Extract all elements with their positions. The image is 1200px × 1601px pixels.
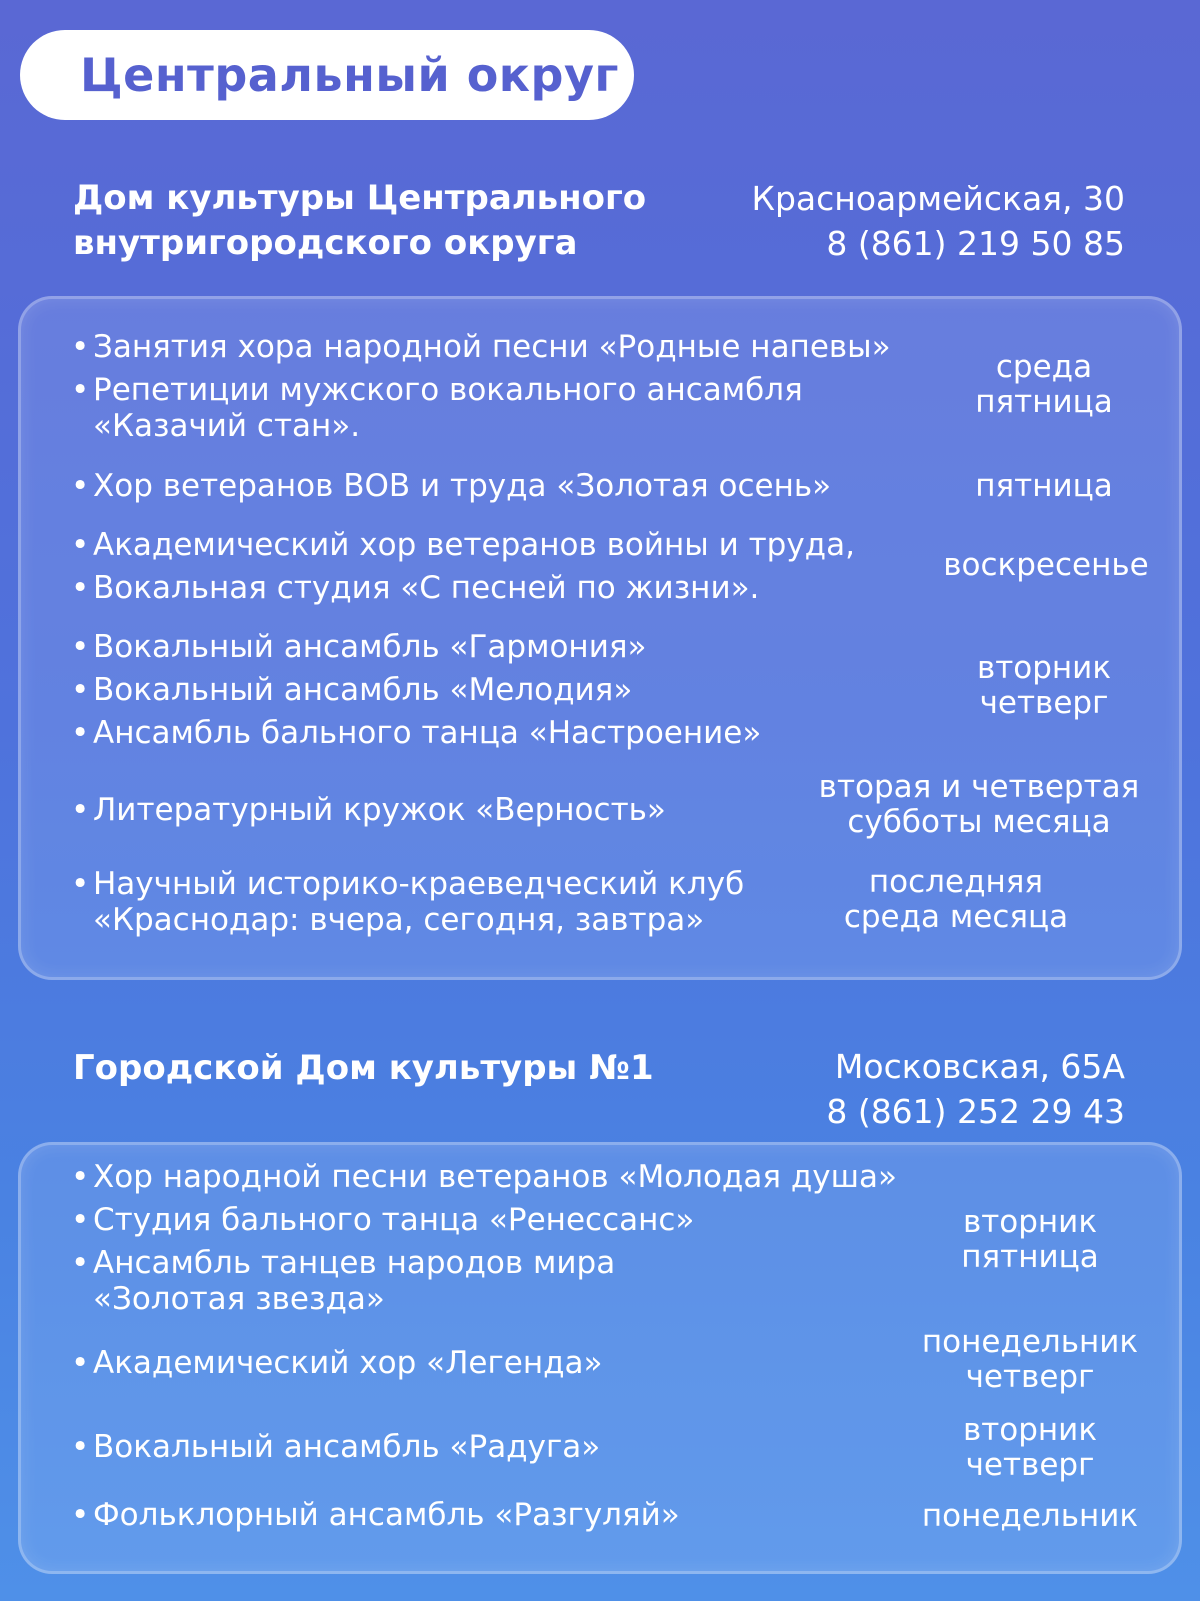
- activity-item: • Репетиции мужского вокального ансамбля «Казачий стан».: [71, 372, 803, 444]
- venue-2-title-line-1: Городской Дом культуры №1: [73, 1048, 654, 1088]
- venue-1-address: Красноармейская, 30: [751, 179, 1125, 218]
- venue-2-phone[interactable]: 8 (861) 252 29 43: [826, 1092, 1125, 1131]
- activity-item: • Ансамбль бального танца «Настроение»: [71, 715, 762, 751]
- activity-item: • Академический хор ветеранов войны и труда,: [71, 527, 855, 563]
- activity-item: • Вокальная студия «С песней по жизни».: [71, 570, 760, 606]
- activity-item: • Вокальный ансамбль «Гармония»: [71, 629, 647, 665]
- schedule-label: вторник пятница: [961, 1204, 1099, 1275]
- activity-item: • Хор ветеранов ВОВ и труда «Золотая осень»: [71, 468, 832, 504]
- schedule-label: воскресенье: [943, 547, 1149, 583]
- venue-2-title: [73, 1046, 654, 1091]
- venue-2-contact: [826, 1044, 1125, 1134]
- schedule-label: понедельник четверг: [921, 1324, 1139, 1395]
- schedule-label: последняя среда месяца: [843, 864, 1069, 935]
- schedule-label: вторая и четвертая субботы месяца: [818, 769, 1140, 840]
- schedule-label: вторник четверг: [976, 650, 1112, 721]
- venue-1-activities-panel: [18, 296, 1182, 980]
- activity-item: • Фольклорный ансамбль «Разгуляй»: [71, 1497, 680, 1533]
- venue-2-address: Московская, 65А: [834, 1047, 1125, 1086]
- activity-item: • Студия бального танца «Ренессанс»: [71, 1202, 695, 1238]
- activity-item: • Хор народной песни ветеранов «Молодая душа»: [71, 1159, 897, 1195]
- venue-1-contact: [752, 176, 1125, 266]
- venue-1-phone[interactable]: 8 (861) 219 50 85: [826, 224, 1125, 263]
- venue-1-title-line-1: Дом культуры Центрального: [73, 178, 647, 218]
- district-title: Центральный округ: [80, 48, 619, 102]
- activity-item: • Вокальный ансамбль «Радуга»: [71, 1429, 601, 1465]
- schedule-label: среда пятница: [975, 349, 1113, 420]
- activity-item: • Научный историко-краеведческий клуб «Краснодар: вчера, сегодня, завтра»: [71, 866, 745, 938]
- schedule-label: понедельник: [921, 1498, 1139, 1534]
- activity-item: • Занятия хора народной песни «Родные напевы»: [71, 329, 891, 365]
- district-header: [20, 30, 634, 120]
- activity-item: • Ансамбль танцев народов мира «Золотая звезда»: [71, 1245, 616, 1317]
- activity-item: • Вокальный ансамбль «Мелодия»: [71, 672, 633, 708]
- venue-1-title: [73, 176, 646, 266]
- venue-2-activities-panel: [18, 1142, 1182, 1574]
- venue-1-title-line-2: внутригородского округа: [73, 223, 578, 263]
- activity-item: • Литературный кружок «Верность»: [71, 792, 666, 828]
- schedule-label: пятница: [975, 468, 1113, 504]
- schedule-label: вторник четверг: [962, 1412, 1098, 1483]
- activity-item: • Академический хор «Легенда»: [71, 1345, 603, 1381]
